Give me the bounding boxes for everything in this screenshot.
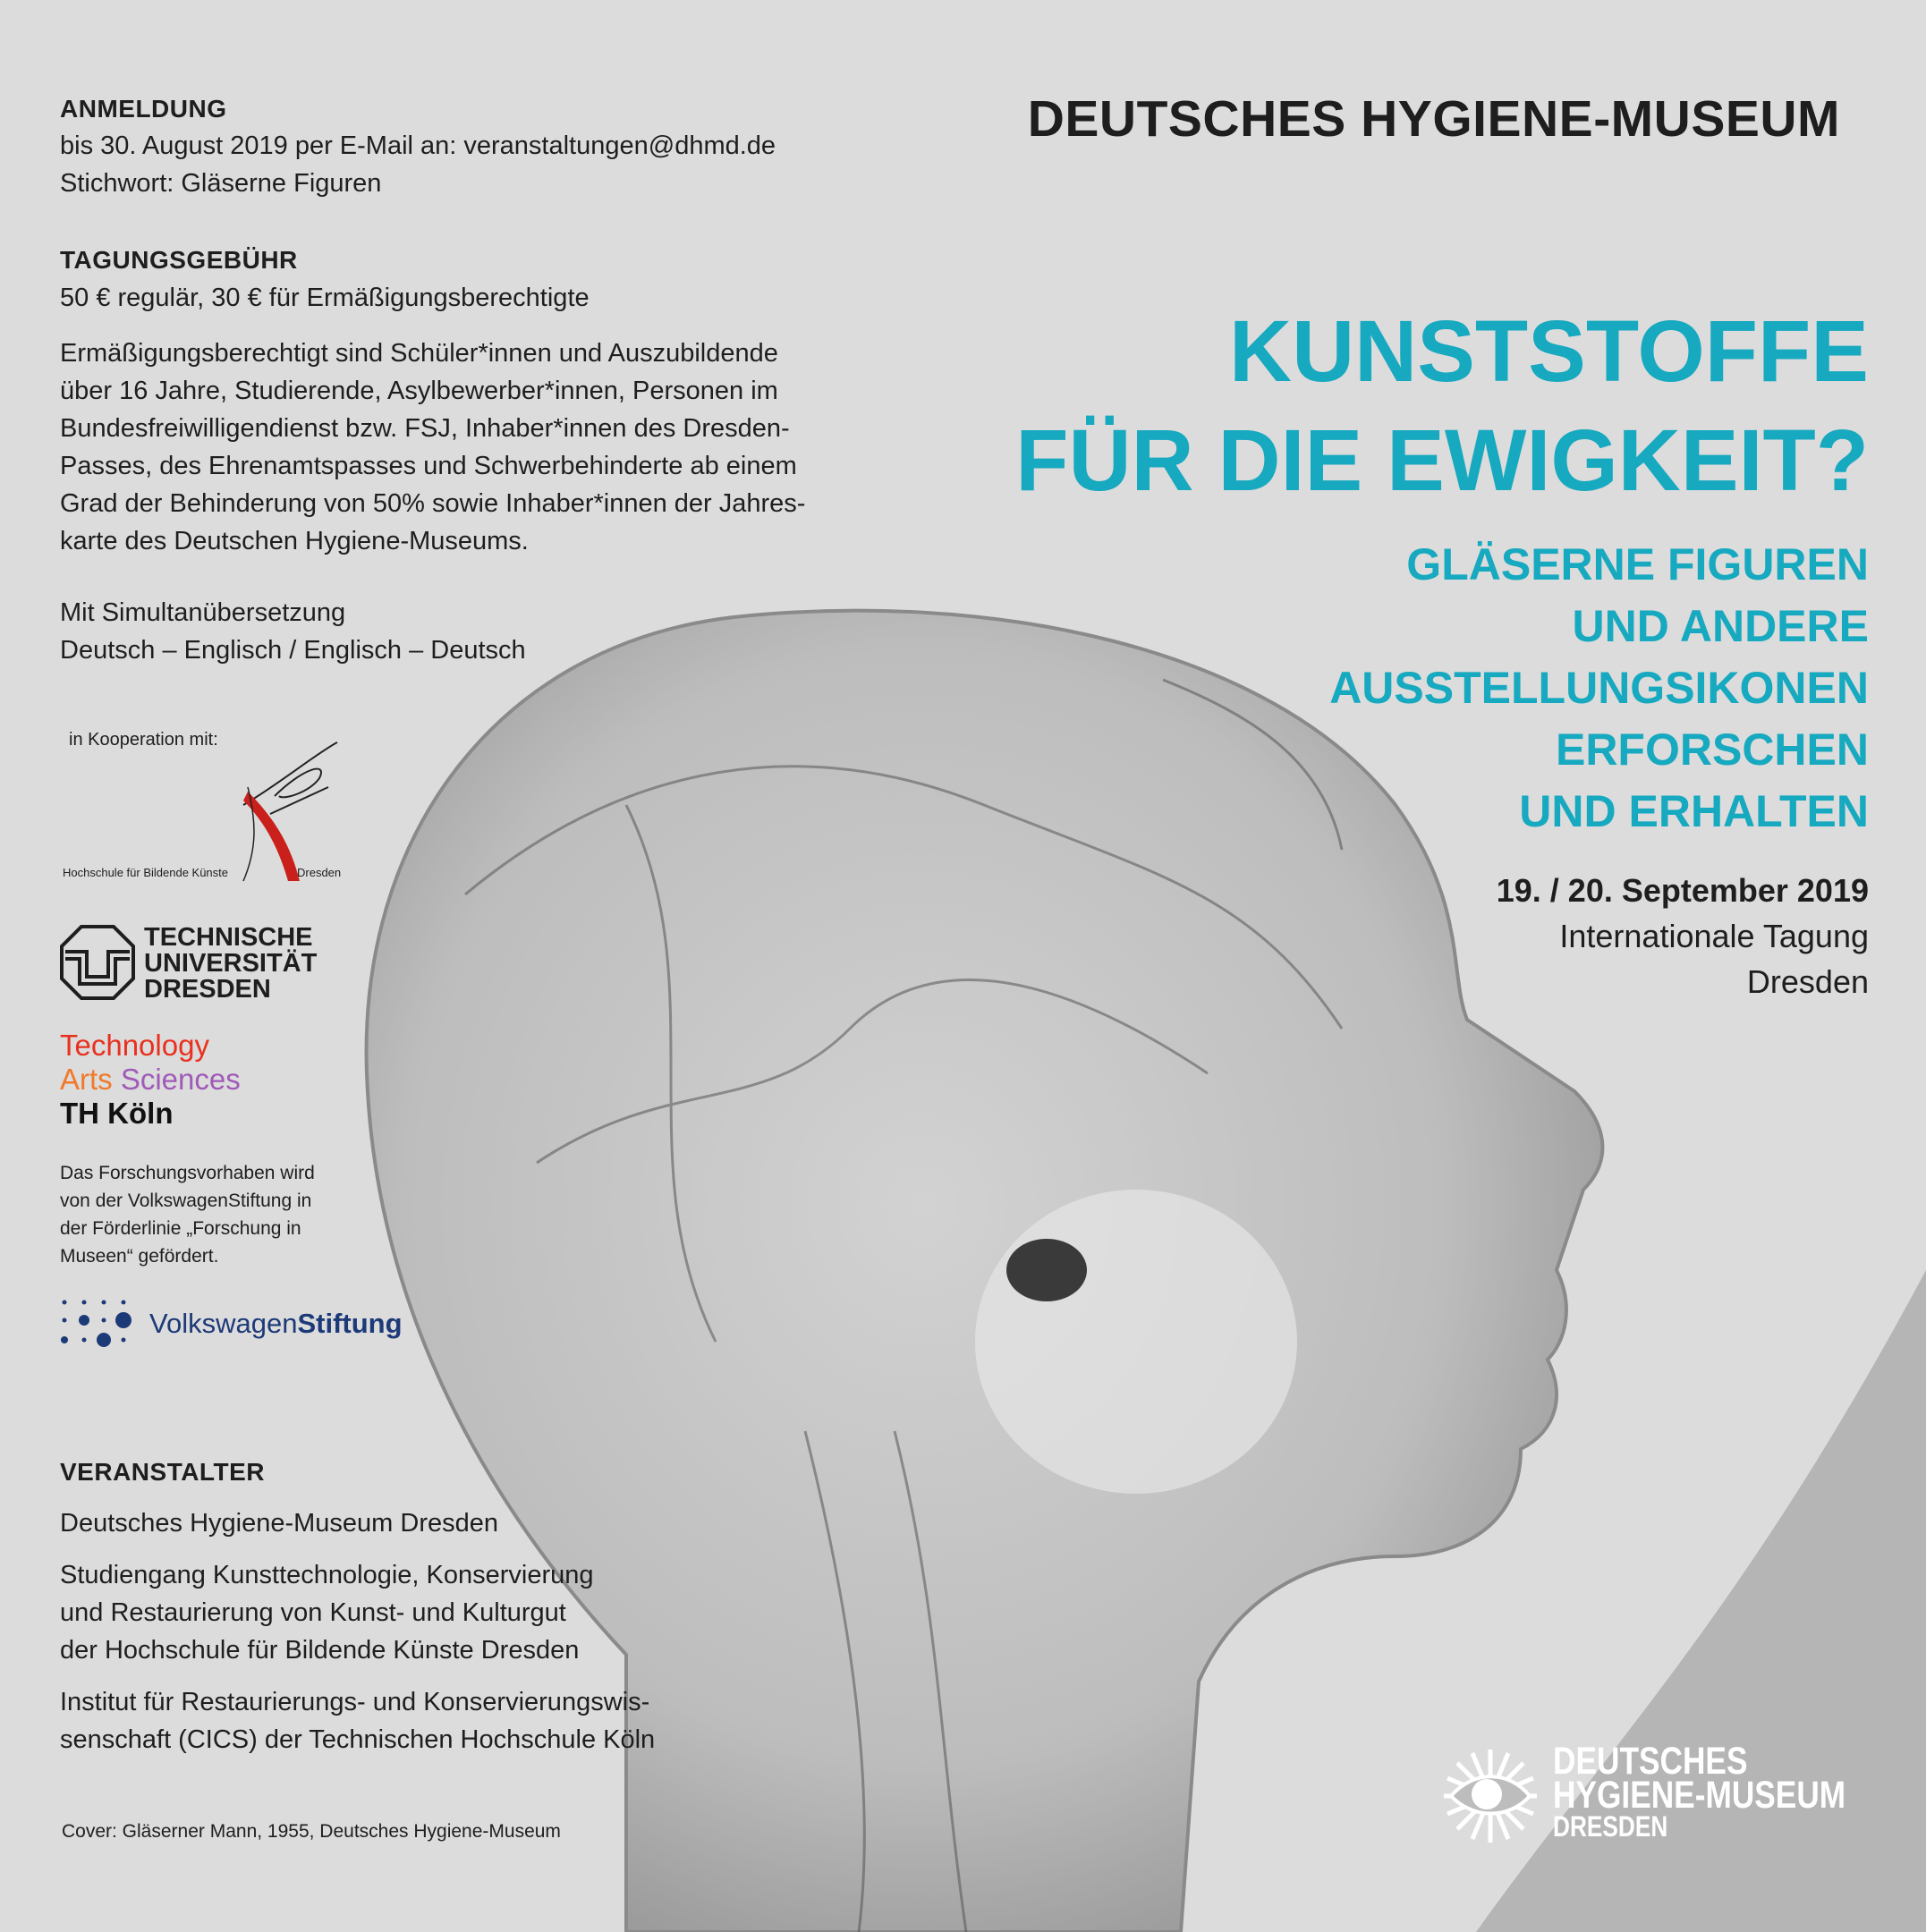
translation-line: Mit Simultanübersetzung <box>60 598 346 627</box>
translation-note <box>60 594 526 669</box>
title-line: KUNSTSTOFFE <box>1229 302 1869 400</box>
organizer-line: Studiengang Kunsttechnologie, Konservierung <box>60 1561 594 1589</box>
vw-name-light: Volkswagen <box>149 1308 298 1339</box>
th-koeln-logo <box>60 1029 241 1131</box>
logo-line: HYGIENE-MUSEUM <box>1553 1774 1846 1817</box>
event-date: 19. / 20. September 2019 <box>1496 872 1869 909</box>
vw-name-bold: Stiftung <box>297 1308 403 1339</box>
registration-heading: ANMELDUNG <box>60 95 227 123</box>
reduced-line: Ermäßigungsberechtigt sind Schüler*innen und Auszubildende <box>60 339 778 368</box>
tu-name-line: DRESDEN <box>144 975 271 1004</box>
organizer-line: Deutsches Hygiene-Museum Dresden <box>60 1509 498 1538</box>
organizer-line: und Restaurierung von Kunst- und Kulturgut <box>60 1598 566 1627</box>
reduced-line: über 16 Jahre, Studierende, Asylbewerber*innen, Personen im <box>60 377 778 405</box>
tu-dresden-emblem-icon <box>60 925 135 1000</box>
title-line: FÜR DIE EWIGKEIT? <box>1015 411 1869 509</box>
reduced-line: Passes, des Ehrenamtspasses und Schwerbehinderte ab einem <box>60 452 797 480</box>
cover-credit: Cover: Gläserner Mann, 1955, Deutsches Hygiene-Museum <box>62 1821 561 1842</box>
subtitle-line: GLÄSERNE FIGUREN <box>1406 539 1869 589</box>
cooperation-label: in Kooperation mit: <box>69 730 218 750</box>
organizer-item <box>60 1556 655 1669</box>
hfbk-city: Dresden <box>297 866 342 879</box>
hfbk-wing-icon <box>60 733 346 886</box>
subtitle-line: AUSSTELLUNGSIKONEN <box>1329 663 1869 713</box>
reduced-line: Bundesfreiwilligendienst bzw. FSJ, Inhaber*innen des Dresden- <box>60 414 790 443</box>
main-title <box>1015 297 1869 515</box>
funding-line: Das Forschungsvorhaben wird <box>60 1163 315 1183</box>
registration-email-line: bis 30. August 2019 per E-Mail an: veranstaltungen@dhmd.de <box>60 131 776 160</box>
museum-header: DEUTSCHES HYGIENE-MUSEUM <box>1027 90 1840 148</box>
th-name: TH Köln <box>60 1097 174 1130</box>
fee-heading: TAGUNGSGEBÜHR <box>60 246 298 274</box>
organizer-heading: VERANSTALTER <box>60 1458 265 1486</box>
eye-sun-icon <box>1442 1748 1539 1844</box>
th-technology: Technology <box>60 1029 209 1062</box>
subtitle-line: ERFORSCHEN <box>1555 724 1869 775</box>
reduced-line: Grad der Behinderung von 50% sowie Inhaber*innen der Jahres- <box>60 489 806 518</box>
funding-line: Museen“ gefördert. <box>60 1246 219 1267</box>
event-city: Dresden <box>1746 963 1869 1000</box>
hfbk-name: Hochschule für Bildende Künste <box>63 866 229 879</box>
organizer-line: der Hochschule für Bildende Künste Dresden <box>60 1636 580 1665</box>
vw-dots-icon <box>60 1299 136 1352</box>
logo-line: DRESDEN <box>1553 1810 1668 1843</box>
subtitle-line: UND ANDERE <box>1572 601 1869 651</box>
dhmd-logo <box>1442 1740 1889 1852</box>
registration-text <box>60 127 776 202</box>
organizer-item <box>60 1504 655 1542</box>
organizer-line: Institut für Restaurierungs- und Konservierungswis- <box>60 1688 650 1716</box>
tu-name-line: UNIVERSITÄT <box>144 949 318 978</box>
subtitle <box>1329 534 1869 843</box>
event-info <box>1497 868 1869 1004</box>
organizer-line: senschaft (CICS) der Technischen Hochschule Köln <box>60 1725 656 1754</box>
logo-line: DEUTSCHES <box>1553 1740 1748 1783</box>
funding-line: von der VolkswagenStiftung in <box>60 1191 312 1211</box>
registration-keyword-line: Stichwort: Gläserne Figuren <box>60 169 382 198</box>
organizer-list <box>60 1504 655 1758</box>
funding-note <box>60 1159 315 1270</box>
event-type: Internationale Tagung <box>1559 918 1869 954</box>
th-sciences: Sciences <box>120 1063 241 1096</box>
th-arts: Arts <box>60 1063 113 1096</box>
reduced-line: karte des Deutschen Hygiene-Museums. <box>60 527 529 555</box>
fee-text: 50 € regulär, 30 € für Ermäßigungsberechtigte <box>60 284 590 312</box>
subtitle-line: UND ERHALTEN <box>1519 786 1869 836</box>
reduced-fee-paragraph <box>60 335 805 560</box>
hfbk-logo <box>60 733 346 886</box>
tu-name-line: TECHNISCHE <box>144 923 313 952</box>
funding-line: der Förderlinie „Forschung in <box>60 1218 301 1239</box>
organizer-item <box>60 1683 655 1758</box>
translation-line: Deutsch – Englisch / Englisch – Deutsch <box>60 636 526 665</box>
